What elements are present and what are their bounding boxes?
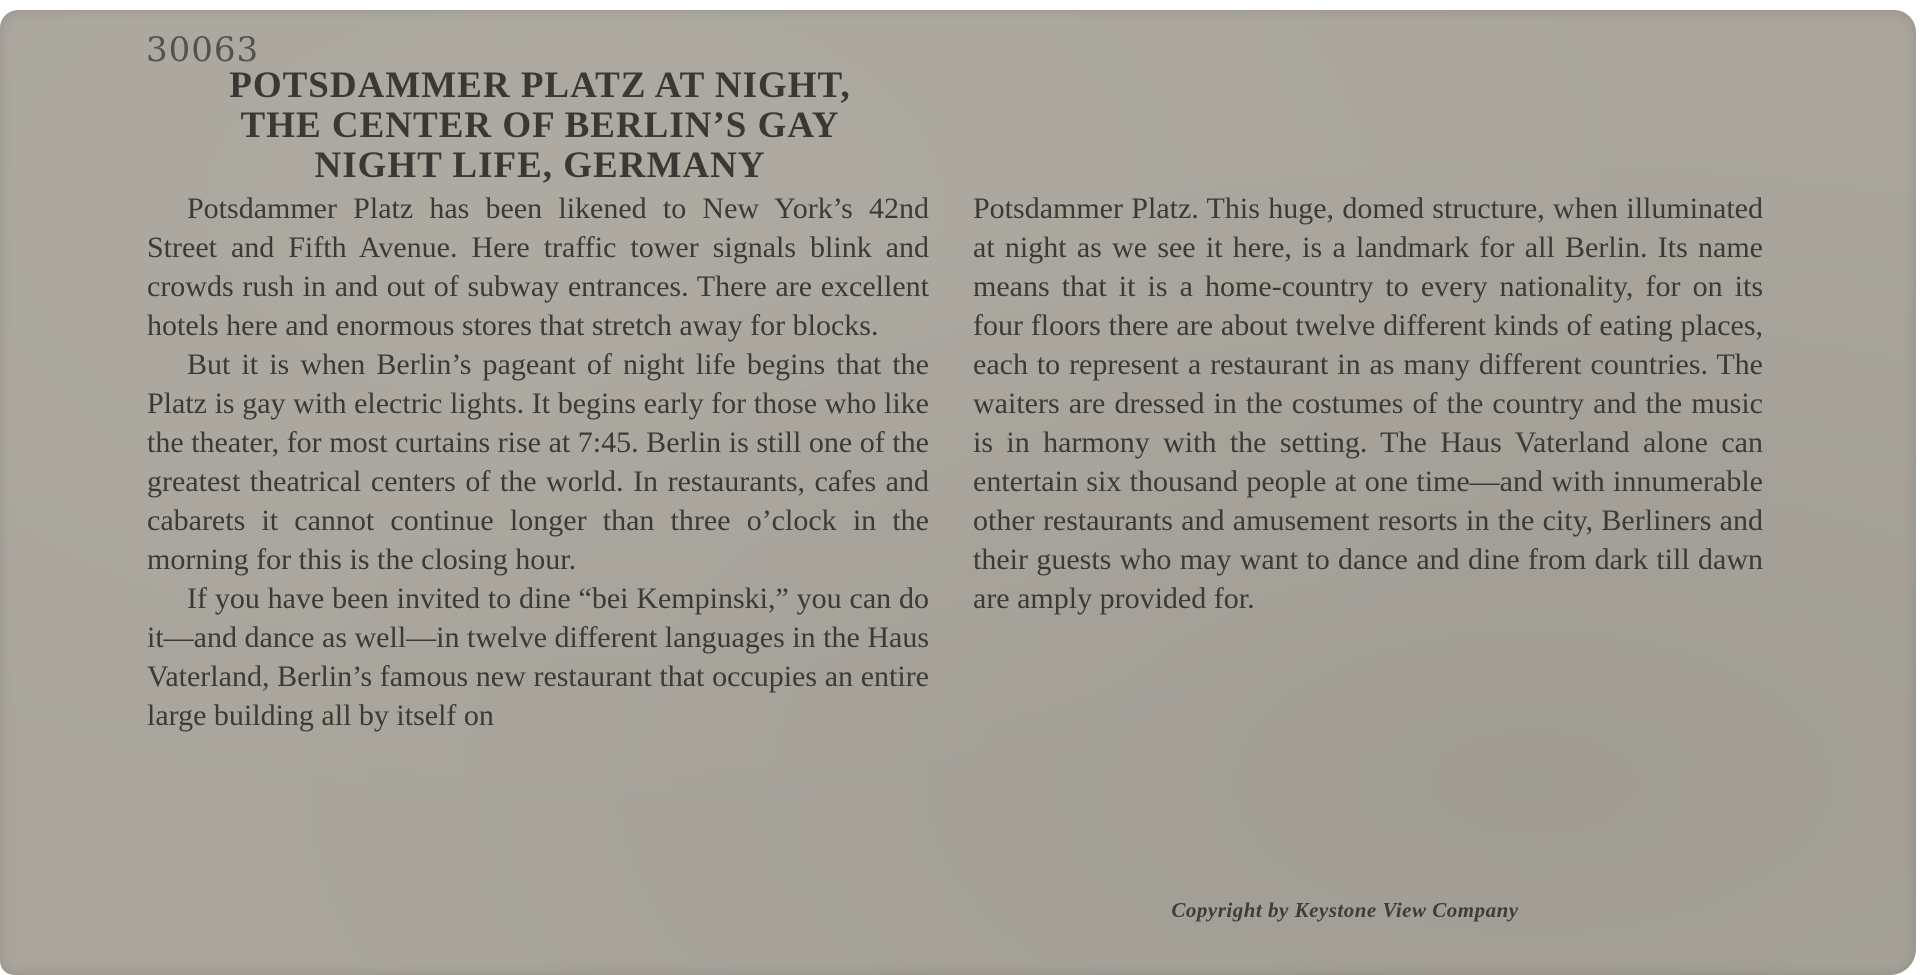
stereoview-card-back [0, 10, 1916, 975]
paragraph-2: But it is when Berlin’s pageant of night life begins that the Platz is gay with electric lights. It begins early for those who like the theater, for most curtains rise at 7:45. Berlin is still one of the greatest theatrical centers of the world. In restaurants, cafes and cabarets it cannot continue longer than three o’clock in the morning for this is the closing hour. [147, 348, 929, 576]
headline-line-3: NIGHT LIFE, GERMANY [314, 145, 766, 186]
headline [150, 66, 930, 186]
paragraph-3: If you have been invited to dine “bei Kempinski,” you can do it—and dance as well—in twelve different languages in the Haus Vaterland, Berlin’s famous new restaurant that occupies an entire large building all by itself on [147, 582, 929, 732]
headline-line-2: THE CENTER OF BERLIN’S GAY [240, 105, 840, 146]
catalog-number: 30063 [146, 30, 260, 70]
copyright-notice: Copyright by Keystone View Company [1171, 898, 1519, 922]
paragraph-1: Potsdammer Platz has been likened to New York’s 42nd Street and Fifth Avenue. Here traffic tower signals blink and crowds rush in and out of subway entrances. There are excellent hotels here and enormous stores that stretch away for blocks. [147, 192, 929, 342]
right-text-column [973, 189, 1763, 618]
headline-line-1: POTSDAMMER PLATZ AT NIGHT, [229, 65, 851, 106]
left-text-column [147, 189, 929, 735]
paragraph-4: Potsdammer Platz. This huge, domed structure, when illuminated at night as we see it here, is a landmark for all Berlin. Its name means that it is a home-country to every nationality, for on its four floors there are about twelve different kinds of eating places, each to represent a restaurant in as many different countries. The waiters are dressed in the costumes of the country and the music is in harmony with the setting. The Haus Vaterland alone can entertain six thousand people at one time—and with innumerable other restaurants and amusement resorts in the city, Berliners and their guests who may want to dance and dine from dark till dawn are amply provided for. [973, 192, 1763, 615]
